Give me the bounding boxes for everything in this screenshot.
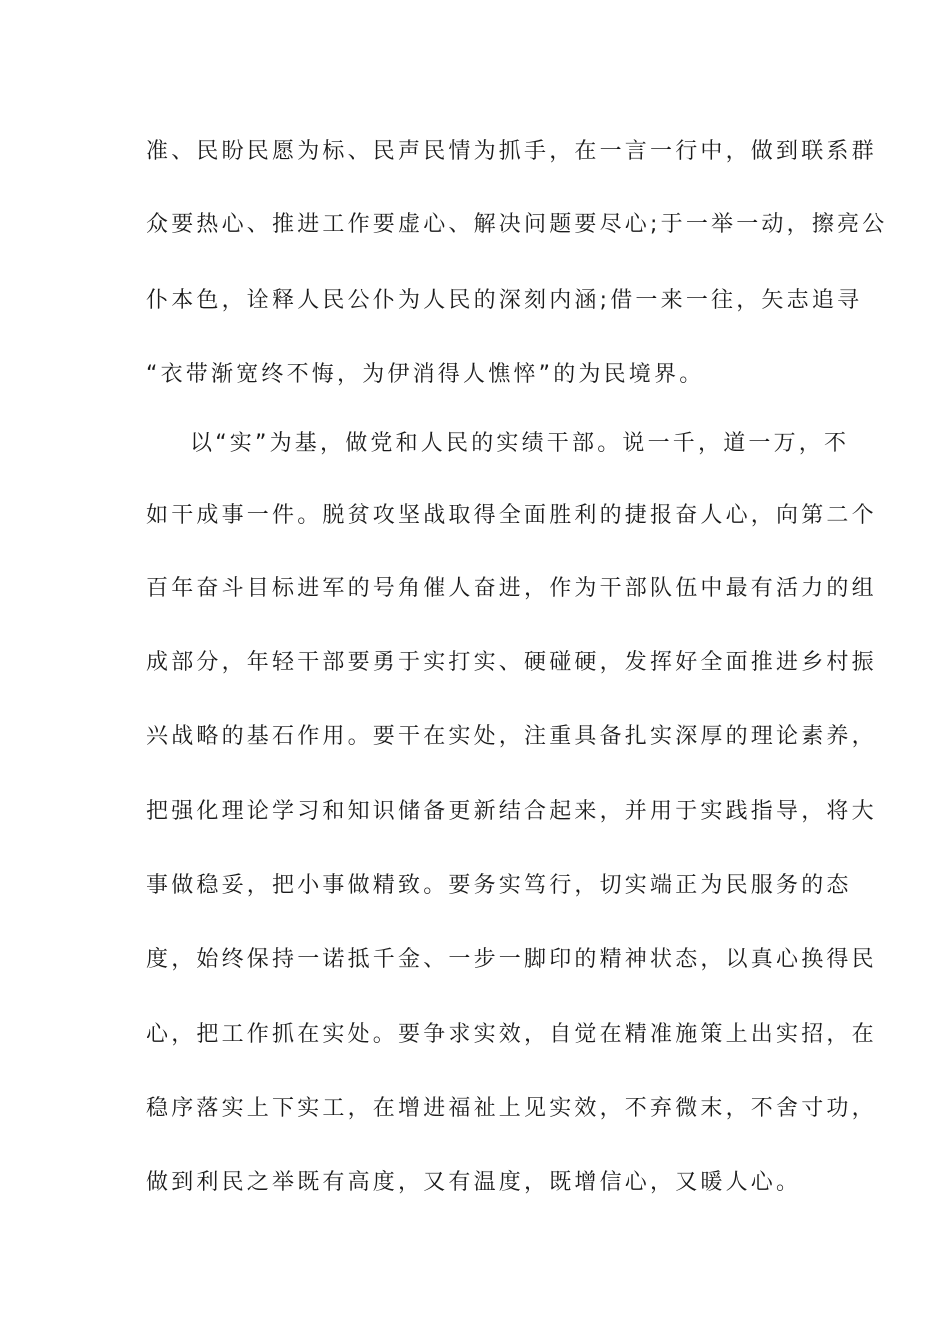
text-line: 事做稳妥，把小事做精致。要务实笃行，切实端正为民服务的态 [146, 873, 852, 898]
text-line: 成部分，年轻干部要勇于实打实、硬碰硬，发挥好全面推进乡村振 [146, 650, 877, 675]
text-line: 百年奋斗目标进军的号角催人奋进，作为干部队伍中最有活力的组 [146, 576, 877, 601]
text-line: 众要热心、推进工作要虚心、解决问题要尽心;于一举一动，擦亮公 [146, 212, 888, 237]
text-line: 度，始终保持一诺抵千金、一步一脚印的精神状态，以真心换得民 [146, 947, 877, 972]
text-line: 把强化理论学习和知识储备更新结合起来，并用于实践指导，将大 [146, 799, 877, 824]
text-line: 准、民盼民愿为标、民声民情为抓手，在一言一行中，做到联系群 [146, 139, 877, 164]
text-line: 心，把工作抓在实处。要争求实效，自觉在精准施策上出实招，在 [146, 1022, 877, 1047]
text-line: 兴战略的基石作用。要干在实处，注重具备扎实深厚的理论素养， [146, 724, 877, 749]
text-line: 仆本色，诠释人民公仆为人民的深刻内涵;借一来一往，矢志追寻 [146, 288, 863, 313]
text-line: 稳序落实上下实工，在增进福祉上见实效，不弃微末，不舍寸功， [146, 1096, 877, 1121]
text-line: 做到利民之举既有高度，又有温度，既增信心，又暖人心。 [146, 1170, 802, 1195]
text-line: “衣带渐宽终不悔，为伊消得人憔悴”的为民境界。 [146, 362, 705, 387]
text-line: 如干成事一件。脱贫攻坚战取得全面胜利的捷报奋人心，向第二个 [146, 503, 877, 528]
paragraph-first-line: 以“实”为基，做党和人民的实绩干部。说一千，道一万，不 [190, 431, 850, 456]
